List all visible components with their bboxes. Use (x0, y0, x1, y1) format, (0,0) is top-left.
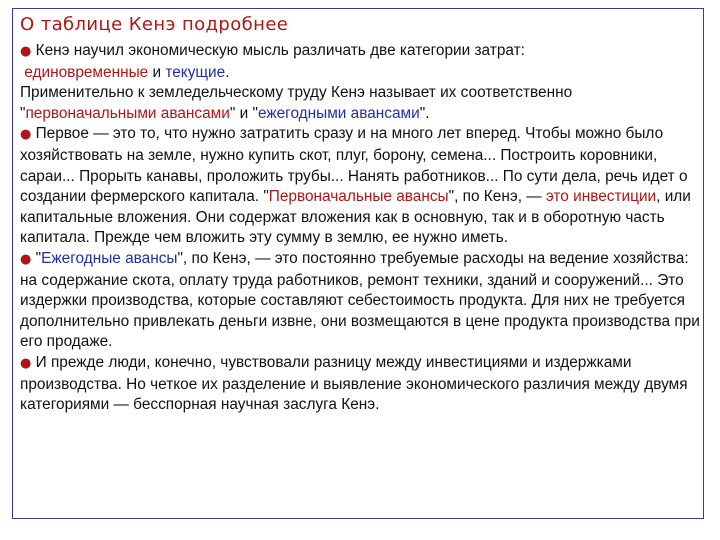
text-period: . (225, 63, 230, 81)
paragraph-naming (20, 83, 704, 124)
slide-body (20, 41, 704, 416)
term-one-time: единовременные (24, 63, 149, 81)
paragraph-initial-advances (20, 124, 704, 249)
text-conclusion: И прежде люди, конечно, чувствовали разницу между инвестициями и издержками производства. Но четкое их разделение и выявление экономического различия между двумя категориями — бесспорная научная заслуга Кенэ. (20, 353, 688, 414)
text-intro: Кенэ научил экономическую мысль различать две категории затрат: (31, 42, 525, 59)
term-investments: это инвестиции (545, 188, 657, 206)
bullet-icon: ● (20, 127, 32, 143)
text-initial-1: Первое — это то, что нужно затратить сразу и на много лет вперед. Чтобы можно было хозяйствовать на земле, нужно купить скот, плуг, борону, семена... Построить коровники, сараи... Прорыть канавы, проложить трубы... Нанять работников... По сути дела, речь идет о создании фермерского капитала. " (20, 125, 688, 206)
text-naming-mid: " и " (229, 104, 258, 122)
text-naming-end: ". (419, 104, 430, 122)
term-annual-advances-2: Ежегодные авансы (41, 249, 178, 267)
text-initial-2: ", по Кенэ, — (448, 188, 546, 206)
paragraph-terms (20, 63, 704, 84)
text-and: и (148, 63, 166, 81)
text-annual-1: " (31, 249, 42, 267)
text-naming: Применительно к земледельческому труду Кенэ называет их соответственно " (20, 84, 573, 122)
paragraph-two-categories (20, 41, 704, 63)
bullet-icon: ● (20, 251, 32, 267)
term-initial-advances-2: Первоначальные авансы (268, 188, 449, 206)
slide-title: О таблице Кенэ подробнее (20, 14, 289, 35)
bullet-icon: ● (20, 355, 32, 371)
text-initial-3: , или капитальные вложения. Они содержат вложения как в основную, так и в оборотную часть капитала. Прежде чем вложить эту сумму в землю, ее нужно иметь. (20, 188, 691, 247)
bullet-icon: ● (20, 44, 32, 59)
paragraph-annual-advances (20, 249, 704, 353)
term-initial-advances: первоначальными авансами (25, 104, 230, 122)
paragraph-conclusion (20, 353, 704, 416)
term-current: текущие (165, 63, 226, 81)
text-annual-2: ", по Кенэ, — это постоянно требуемые расходы на ведение хозяйства: на содержание скота, оплату труда работников, ремонт техники, зданий и сооружений... Это издержки производства, которые составляют себестоимость продукта. Для них не требуется дополнительно привлекать деньги извне, они возмещаются в цене продукта производства при его продаже. (20, 249, 700, 351)
term-annual-advances: ежегодными авансами (257, 104, 420, 122)
